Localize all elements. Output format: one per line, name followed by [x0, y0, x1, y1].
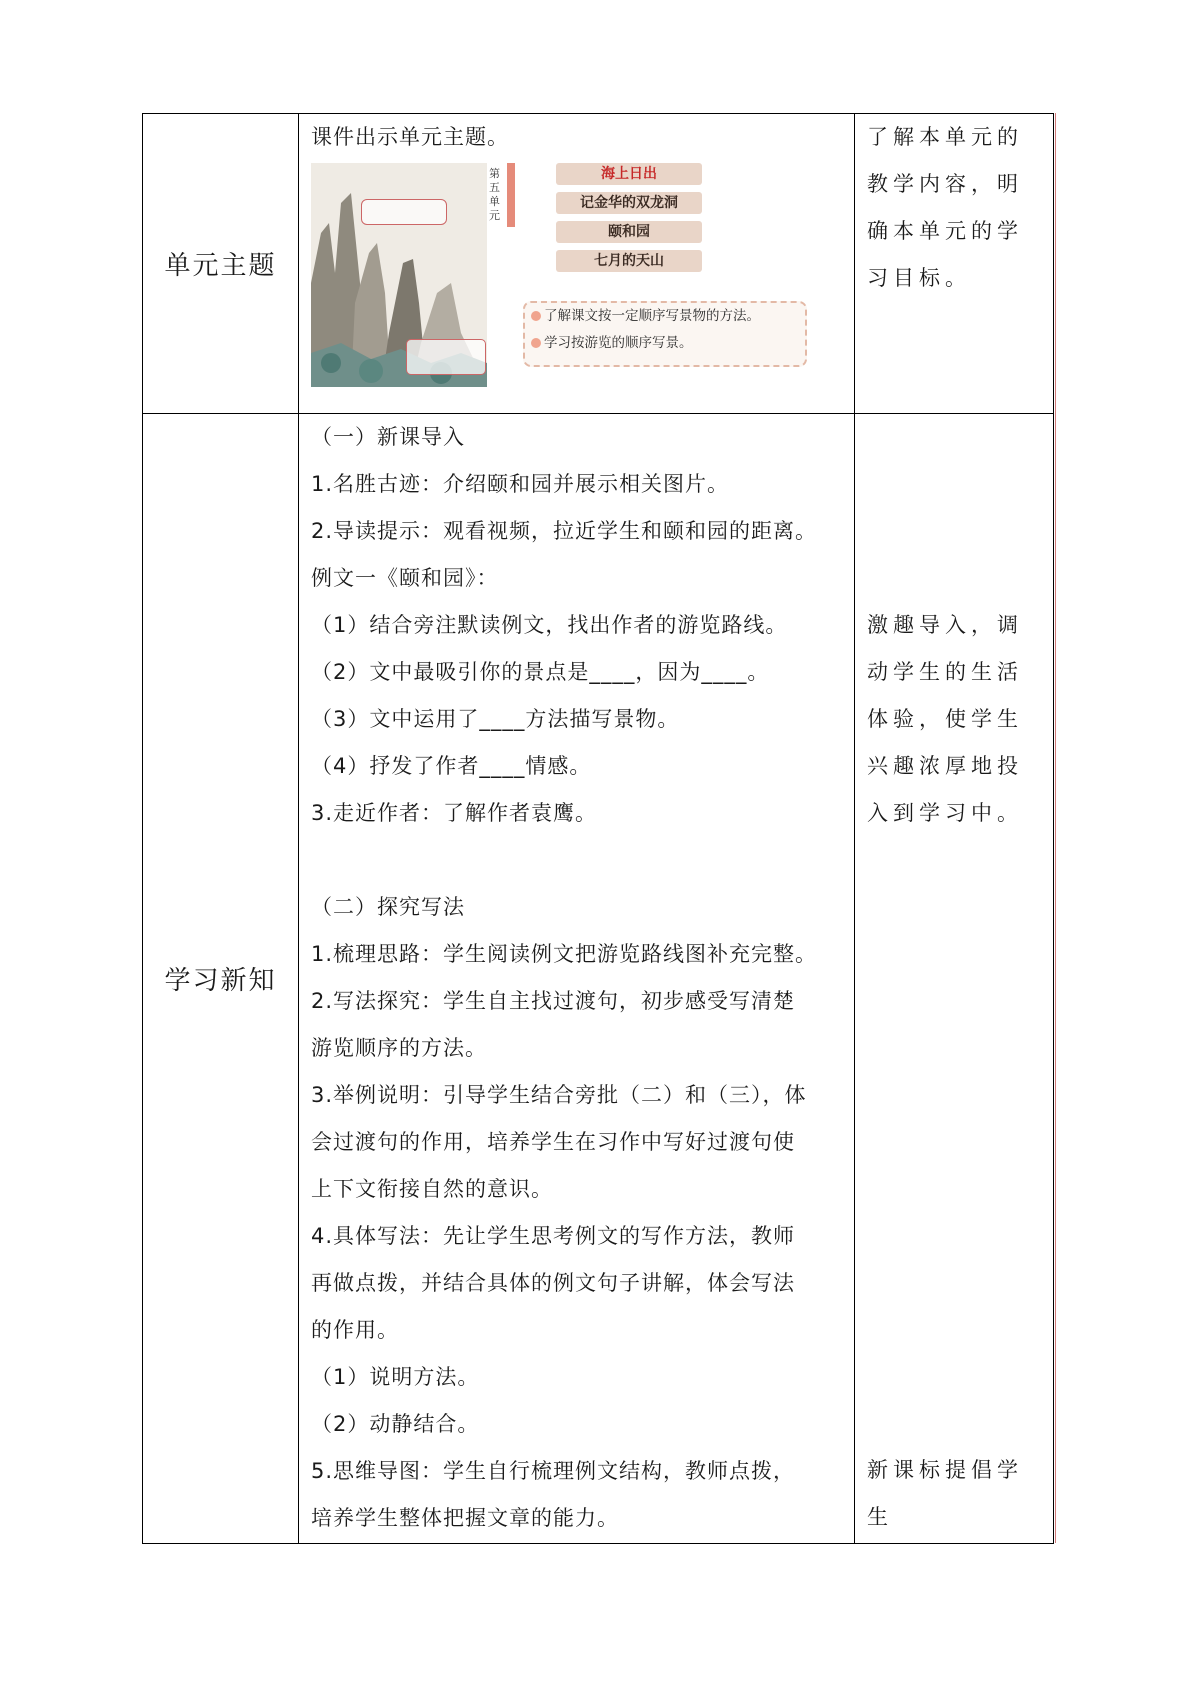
unit-goal: [525, 330, 805, 357]
lesson-plan: [142, 113, 1054, 1544]
content-line: 上下文衔接自然的意识。: [311, 1177, 553, 1201]
section-label: 学习新知: [164, 966, 277, 996]
quote-box: [361, 199, 447, 225]
content-line: 的作用。: [311, 1318, 399, 1342]
content-line: （4）抒发了作者____情感。: [311, 754, 592, 778]
section-label: 单元主题: [164, 251, 277, 281]
content-line: 游览顺序的方法。: [311, 1036, 487, 1060]
content-line: （一）新课导入: [311, 425, 465, 449]
blank-line: [299, 837, 854, 884]
content-cell: [299, 414, 855, 1544]
unit-slide-image: [311, 163, 854, 413]
content-line: 2.写法探究：学生自主找过渡句，初步感受写清楚: [311, 989, 796, 1013]
content-line: 1.梳理思路：学生阅读例文把游览路线图补充完整。: [311, 942, 818, 966]
content-line: 3.走近作者：了解作者袁鹰。: [311, 801, 598, 825]
bullet-icon: [531, 338, 541, 348]
section-label-cell: [143, 114, 299, 414]
unit-goal: [525, 303, 805, 330]
lesson-plan-table: [142, 113, 1054, 1544]
content-line: 培养学生整体把握文章的能力。: [311, 1506, 619, 1530]
unit-goal-text: 学习按游览的顺序写景。: [544, 335, 693, 351]
unit-goal-text: 了解课文按一定顺序写景物的方法。: [544, 308, 760, 324]
unit-goals-box: [523, 301, 807, 367]
content-line: 例文一《颐和园》：: [311, 566, 499, 590]
content-line: 2.导读提示：观看视频，拉近学生和颐和园的距离。: [311, 519, 818, 543]
table-row: [143, 414, 1054, 1544]
content-line: 再做点拨，并结合具体的例文句子讲解，体会写法: [311, 1271, 795, 1295]
content-line: 会过渡句的作用，培养学生在习作中写好过渡句使: [311, 1130, 795, 1154]
content-line: 5.思维导图：学生自行梳理例文结构，教师点拨，: [311, 1459, 796, 1483]
content-line: （3）文中运用了____方法描写景物。: [311, 707, 680, 731]
lesson-item: 七月的天山: [556, 250, 702, 272]
content-cell: [299, 114, 855, 414]
design-note: 了解本单元的教学内容，明确本单元的学习目标。: [867, 125, 1023, 290]
lesson-list: [556, 163, 702, 279]
goal-box: [406, 339, 486, 375]
lesson-item: 海上日出: [556, 163, 702, 185]
content-line: 3.举例说明：引导学生结合旁批（二）和（三），体: [311, 1083, 807, 1107]
content-line: （2）动静结合。: [311, 1412, 480, 1436]
content-line: 1.名胜古迹：介绍颐和园并展示相关图片。: [311, 472, 730, 496]
bullet-icon: [531, 311, 541, 321]
margin-line: [1055, 113, 1056, 1543]
content-line: （1）结合旁注默读例文，找出作者的游览路线。: [311, 613, 788, 637]
table-row: [143, 114, 1054, 414]
lesson-item: 记金华的双龙洞: [556, 192, 702, 214]
content-line: 4.具体写法：先让学生思考例文的写作方法，教师: [311, 1224, 796, 1248]
content-line: （1）说明方法。: [311, 1365, 480, 1389]
unit-title: 第五单元: [489, 167, 500, 222]
content-line: 课件出示单元主题。: [311, 125, 509, 149]
content-lines: [299, 414, 854, 1542]
design-note-continued: 新课标提倡学生: [867, 1458, 1023, 1529]
note-cell: [855, 114, 1054, 414]
ribbon-decoration: [507, 163, 515, 227]
note-cell: [855, 414, 1054, 1544]
design-note: 激趣导入，调动学生的生活体验，使学生兴趣浓厚地投入到学习中。: [867, 613, 1023, 825]
content-line: （2）文中最吸引你的景点是____，因为____。: [311, 660, 770, 684]
lesson-item: 颐和园: [556, 221, 702, 243]
content-line: （二）探究写法: [311, 895, 465, 919]
section-label-cell: [143, 414, 299, 1544]
mountain-painting: [311, 163, 487, 387]
